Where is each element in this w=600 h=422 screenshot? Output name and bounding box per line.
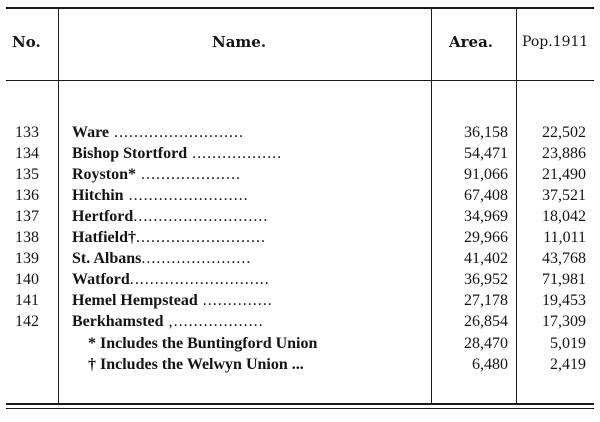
row-name-text: Berkhamsted [72,313,164,330]
header-pop: Pop.1911 [522,34,589,50]
row-pop: 21,490 [542,166,586,183]
footnote-text: * Includes the Buntingford Union [88,335,318,352]
row-area: 27,178 [464,292,508,309]
top-rule [6,7,594,9]
row-number: 140 [15,271,39,288]
row-area: 54,471 [464,145,508,162]
row-number: 133 [15,124,39,141]
row-pop: 43,768 [542,250,586,267]
footnote-text: † Includes the Welwyn Union ... [88,356,304,373]
bottom-rule-thin [6,408,594,409]
footnote-pop: 2,419 [550,356,586,373]
header-no: No. [12,33,41,51]
row-pop: 11,011 [543,229,586,246]
header-area: Area. [449,33,494,51]
row-leader: ........................... [133,208,269,225]
row-name-text: Hatfield† [72,229,136,246]
row-leader: .......................... [109,124,245,141]
row-pop: 22,502 [542,124,586,141]
row-leader: .................... [136,166,242,183]
row-pop: 19,453 [542,292,586,309]
row-name-text: Royston* [72,166,137,183]
row-name-text: Hitchin [72,187,124,204]
row-pop: 17,309 [542,313,586,330]
row-number: 139 [15,250,39,267]
row-leader: ............................ [129,271,270,288]
row-area: 41,402 [464,250,508,267]
footnote-area: 6,480 [472,356,508,373]
bottom-rule [6,403,594,405]
row-area: 26,854 [464,313,508,330]
row-leader: .................. [187,145,283,162]
row-number: 141 [15,292,39,309]
row-area: 91,066 [464,166,508,183]
column-divider-no-name [58,7,59,405]
row-name-text: Hemel Hempstead [72,292,198,309]
row-number: 137 [15,208,39,225]
row-leader: ........................ [123,187,249,204]
row-name-text: Watford [72,271,130,288]
footnote-pop: 5,019 [550,335,586,352]
row-pop: 23,886 [542,145,586,162]
row-pop: 71,981 [542,271,586,288]
row-leader: .......................... [136,229,266,246]
row-name [72,206,426,228]
row-number: 142 [15,313,39,330]
row-area: 36,158 [464,124,508,141]
row-area: 36,952 [464,271,508,288]
row-number: 134 [15,145,39,162]
column-divider-name-area [431,7,432,405]
row-name [72,227,426,249]
row-name [72,185,426,207]
row-name [72,248,426,270]
row-pop: 37,521 [542,187,586,204]
row-pop: 18,042 [542,208,586,225]
row-number: 138 [15,229,39,246]
header-rule [6,80,594,81]
row-name [72,290,426,312]
row-leader: ...................... [141,250,252,267]
row-name-text: St. Albans [72,250,142,267]
row-name [72,311,426,333]
footnote-area: 28,470 [464,335,508,352]
row-leader: ,.................. [163,313,264,330]
row-number: 136 [15,187,39,204]
row-area: 29,966 [464,229,508,246]
row-leader: .............. [197,292,273,309]
row-name [72,143,426,165]
row-area: 34,969 [464,208,508,225]
row-name-text: Bishop Stortford [72,145,188,162]
row-name-text: Hertford [72,208,134,225]
row-name [72,122,426,144]
row-name [72,164,426,186]
row-name [72,269,426,291]
header-name: Name. [212,33,267,51]
row-name-text: Ware [72,124,110,141]
column-divider-area-pop [516,7,517,405]
row-number: 135 [15,166,39,183]
row-area: 67,408 [464,187,508,204]
